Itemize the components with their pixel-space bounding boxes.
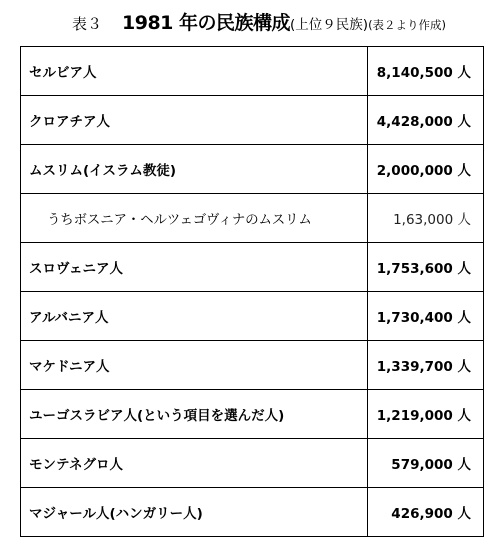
ethnic-group-name: うちボスニア・ヘルツェゴヴィナのムスリム	[21, 194, 368, 243]
population-value: 426,900 人	[368, 488, 484, 537]
population-value: 2,000,000 人	[368, 145, 484, 194]
population-value: 8,140,500 人	[368, 47, 484, 96]
table-row	[21, 243, 484, 292]
ethnic-group-name: マケドニア人	[21, 341, 368, 390]
table-source-note: (表２より作成)	[368, 18, 447, 32]
ethnic-group-name: ムスリム(イスラム教徒)	[21, 145, 368, 194]
ethnic-group-name: クロアチア人	[21, 96, 368, 145]
table-row	[21, 292, 484, 341]
table-row	[21, 96, 484, 145]
population-value: 1,219,000 人	[368, 390, 484, 439]
table-row	[21, 439, 484, 488]
table-caption	[72, 8, 492, 34]
ethnic-group-name: セルビア人	[21, 47, 368, 96]
population-value: 1,730,400 人	[368, 292, 484, 341]
table-row	[21, 145, 484, 194]
table-title: 1981 年の民族構成	[122, 12, 291, 34]
population-value: 4,428,000 人	[368, 96, 484, 145]
population-value: 1,753,600 人	[368, 243, 484, 292]
table-subtitle: (上位９民族)	[290, 17, 369, 33]
population-value: 1,63,000 人	[368, 194, 484, 243]
population-value: 579,000 人	[368, 439, 484, 488]
ethnic-composition-table	[20, 46, 484, 537]
table-number: 表３	[72, 15, 103, 33]
ethnic-group-name: マジャール人(ハンガリー人)	[21, 488, 368, 537]
table-row-subcategory	[21, 194, 484, 243]
ethnic-group-name: スロヴェニア人	[21, 243, 368, 292]
table-row	[21, 47, 484, 96]
ethnic-group-name: ユーゴスラビア人(という項目を選んだ人)	[21, 390, 368, 439]
population-value: 1,339,700 人	[368, 341, 484, 390]
table-row	[21, 488, 484, 537]
table-row	[21, 341, 484, 390]
ethnic-group-name: モンテネグロ人	[21, 439, 368, 488]
table-row	[21, 390, 484, 439]
ethnic-group-name: アルバニア人	[21, 292, 368, 341]
